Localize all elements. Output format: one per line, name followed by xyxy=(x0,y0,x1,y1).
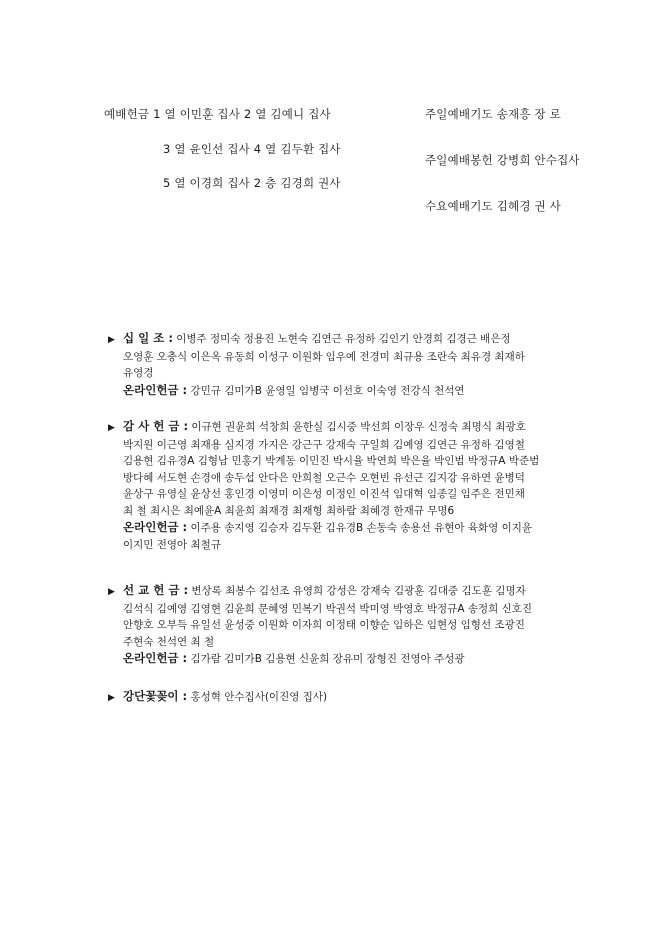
section-thanksgiving xyxy=(108,418,578,553)
name-row: 윤상구 유영실 윤상선 홍인경 이영미 이은성 이정인 이진석 임대혁 임종길 임주은 전민채 xyxy=(123,488,525,500)
arrow-icon: ▶ xyxy=(108,423,115,433)
name-row: 변상록 최봉수 김선조 유영희 강성은 강재숙 김광훈 김대중 김도훈 김명자 xyxy=(188,585,526,597)
offering-line-2: 3 열 윤인선 집사 4 열 김두환 집사 xyxy=(163,142,341,156)
section-flowers xyxy=(108,688,578,707)
name-row: 이병주 정미숙 정용진 노현숙 김연근 유정하 김인기 안경희 김경근 배은정 xyxy=(172,333,511,345)
arrow-icon: ▶ xyxy=(108,693,115,703)
flowers-names: 홍성혁 안수집사(이진영 집사) xyxy=(187,691,328,703)
online-names-cont: 이지민 전영아 최철규 xyxy=(123,538,221,551)
name-row: 김석식 김예영 김영현 김윤희 문혜영 민복기 박권석 박미영 박영호 박정규A 송정희 신호진 xyxy=(123,602,533,615)
section-header: 십 일 조 : xyxy=(123,331,173,345)
name-row: 안향호 오부득 유일선 윤성중 이원화 이자희 이정태 이향순 임하은 임현성 임형선 조광진 xyxy=(123,619,525,631)
name-row: 오영훈 오충식 이은옥 유동희 이성구 이원화 임우예 전경미 최규용 조란숙 최유경 최재하 xyxy=(123,350,525,363)
online-label: 온라인헌금 : xyxy=(123,382,188,397)
online-names: 강민규 김미가B 윤영일 임병국 이선호 이숙영 전강식 천석연 xyxy=(187,384,465,397)
online-names: 김가람 김미가B 김용현 신윤희 장유미 장형진 전영아 주성광 xyxy=(187,653,465,665)
offering-line-3: 5 열 이경희 집사 2 층 김경희 권사 xyxy=(163,176,341,190)
name-row: 유영경 xyxy=(123,367,154,379)
section-tithe xyxy=(108,330,578,399)
prayer-sunday: 주일예배기도 송재흥 장 로 xyxy=(425,107,561,121)
section-missions xyxy=(108,582,578,668)
offering-sunday: 주일예배봉헌 강병희 안수집사 xyxy=(425,153,580,167)
online-label: 온라인헌금 : xyxy=(123,651,188,665)
name-row: 최 철 최시은 최예윤A 최윤희 최재경 최재형 최하람 최혜경 한재규 무명6 xyxy=(123,504,455,517)
arrow-icon: ▶ xyxy=(108,587,115,597)
section-header: 강단꽃꽂이 : xyxy=(123,689,188,703)
section-header: 감 사 헌 금 : xyxy=(123,419,189,433)
name-row: 박지원 이근영 최재용 심지경 가지은 강근구 강재숙 구일희 김예영 김연근 유정하 김영철 xyxy=(123,438,525,451)
prayer-wednesday: 수요예배기도 김혜경 권 사 xyxy=(425,199,561,213)
name-row: 주현숙 천석연 최 철 xyxy=(123,635,215,648)
online-label: 온라인헌금 : xyxy=(123,520,188,534)
arrow-icon: ▶ xyxy=(108,335,115,345)
name-row: 김용현 김유경A 김형남 민홍기 박계동 이민진 박시율 박연희 박은율 박인범 박정규A 박준범 xyxy=(123,455,540,467)
online-names: 이주용 송지영 김승자 김두환 김유경B 손동숙 송용선 유현아 육화영 이지윤 xyxy=(187,522,533,534)
name-row: 이규현 권윤희 석창희 윤한실 김시중 박선희 이장우 신정숙 최명식 최광호 xyxy=(188,421,526,433)
offering-line-1: 예배헌금 1 열 이민훈 집사 2 열 김예니 집사 xyxy=(104,107,331,121)
name-row: 방다혜 서도현 손경애 송두섭 안다은 안희철 오근수 오현빈 유선근 김지강 유하연 윤병덕 xyxy=(123,471,525,484)
section-header: 선 교 헌 금 : xyxy=(123,583,189,597)
